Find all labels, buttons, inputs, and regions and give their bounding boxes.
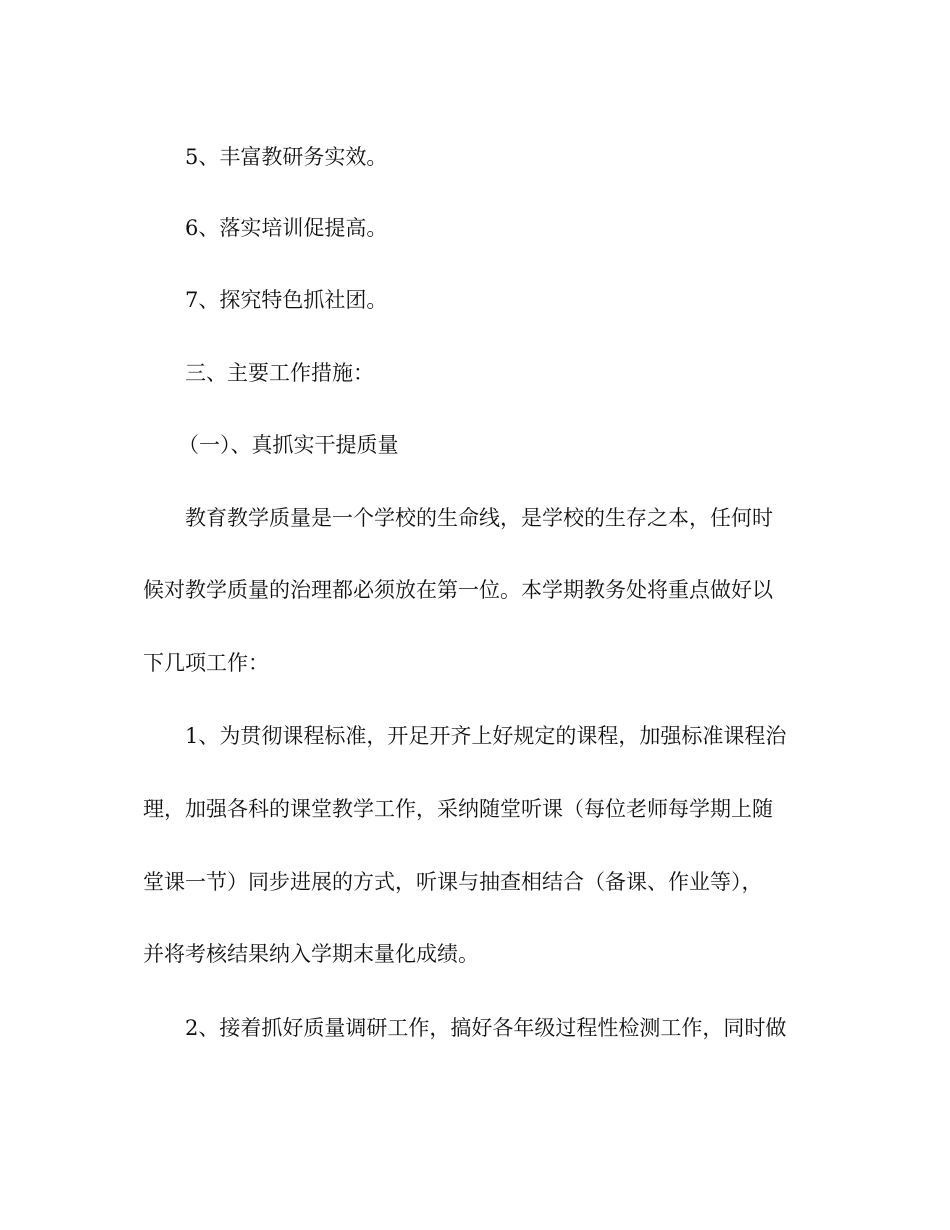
item-5-line: 5、丰富教研务实效。: [185, 145, 388, 169]
paragraph-line: 下几项工作：: [143, 651, 269, 675]
section-heading: 三、主要工作措施：: [185, 361, 374, 385]
paragraph-line: 教育教学质量是一个学校的生命线，是学校的生存之本，任何时: [185, 506, 773, 530]
paragraph-line: 2、接着抓好质量调研工作，搞好各年级过程性检测工作，同时做: [185, 1016, 787, 1040]
paragraph-line: 并将考核结果纳入学期末量化成绩。: [143, 942, 479, 966]
subsection-heading: （一）、真抓实干提质量: [178, 433, 399, 457]
paragraph-line: 候对教学质量的治理都必须放在第一位。本学期教务处将重点做好以: [143, 578, 773, 602]
paragraph-line: 堂课一节）同步进展的方式，听课与抽查相结合（备课、作业等），: [143, 870, 763, 894]
item-7-line: 7、探究特色抓社团。: [185, 288, 388, 312]
paragraph-line: 理，加强各科的课堂教学工作，采纳随堂听课（每位老师每学期上随: [143, 797, 773, 821]
paragraph-line: 1、为贯彻课程标准，开足开齐上好规定的课程，加强标准课程治: [185, 724, 787, 748]
item-6-line: 6、落实培训促提高。: [185, 216, 388, 240]
